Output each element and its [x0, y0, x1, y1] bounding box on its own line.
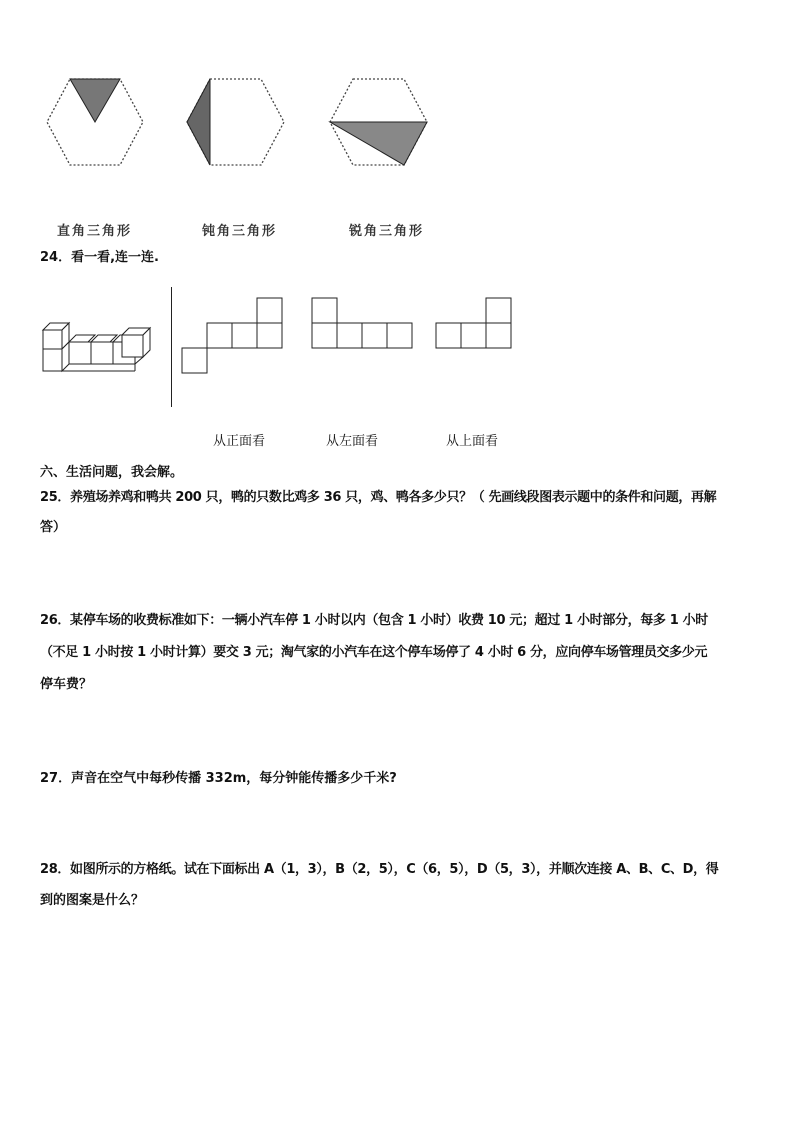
question-28-line-2: 到的图案是什么？ — [40, 893, 145, 908]
hexagon-acute-triangle-figure — [325, 76, 435, 171]
view-figure-2 — [310, 296, 420, 356]
question-28-line-1: 28．如图所示的方格纸。试在下面标出 A（1，3），B（2，5），C（6，5），D（5，3），并顺次连接 A、B、C、D，得 — [40, 862, 719, 877]
question-27: 27．声音在空气中每秒传播 332m，每分钟能传播多少千米? — [40, 771, 397, 786]
question-25-line-2: 答） — [40, 520, 67, 535]
question-26-line-3: 停车费？ — [40, 677, 93, 692]
question-26-line-2: （不足 1 小时按 1 小时计算）要交 3 元；淘气家的小汽车在这个停车场停了 4 小时 6 分，应向停车场管理员交多少元 — [40, 645, 708, 660]
section-6-heading: 六、生活问题，我会解。 — [40, 465, 184, 480]
hexagon-caption-acute: 锐角三角形 — [349, 224, 425, 239]
question-24: 24．看一看,连一连. — [40, 250, 159, 265]
hexagon-obtuse-triangle-figure — [183, 76, 293, 171]
view-figure-1 — [180, 296, 290, 376]
hexagon-right-triangle-figure — [40, 76, 150, 171]
question-25-line-1: 25．养殖场养鸡和鸭共 200 只，鸭的只数比鸡多 36 只，鸡、鸭各多少只？（ 先画线段图表示题中的条件和问题，再解 — [40, 490, 717, 505]
view-label-top: 从上面看 — [446, 434, 499, 449]
view-label-left: 从左面看 — [326, 434, 379, 449]
view-label-front: 从正面看 — [213, 434, 266, 449]
question-26-line-1: 26．某停车场的收费标准如下：一辆小汽车停 1 小时以内（包含 1 小时）收费 10 元；超过 1 小时部分，每多 1 小时 — [40, 613, 708, 628]
vertical-divider — [171, 287, 172, 407]
hexagon-caption-right: 直角三角形 — [57, 224, 133, 239]
hexagon-caption-obtuse: 钝角三角形 — [202, 224, 278, 239]
cube-stack-figure — [40, 320, 160, 380]
view-figure-3 — [434, 296, 524, 356]
